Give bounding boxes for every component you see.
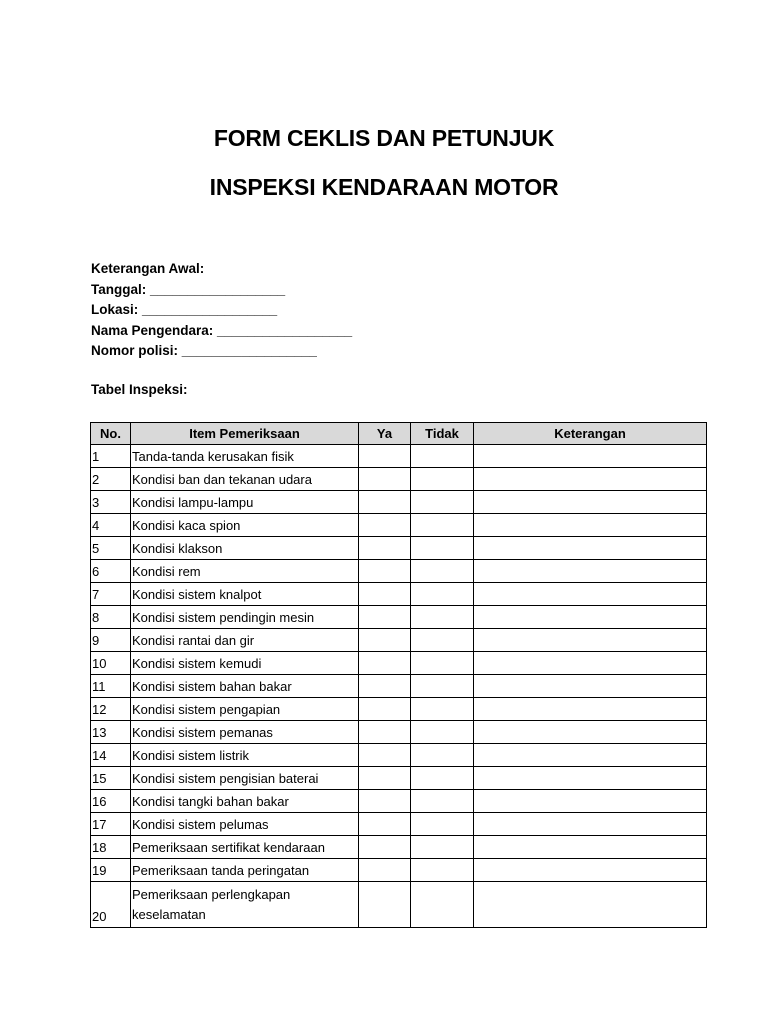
table-row	[91, 744, 707, 767]
row-item: Kondisi kaca spion	[131, 514, 359, 537]
document-title: FORM CEKLIS DAN PETUNJUK	[213, 125, 555, 151]
row-keterangan-cell[interactable]	[474, 813, 707, 836]
row-item: Pemeriksaan tanda peringatan	[131, 859, 359, 882]
column-header-item: Item Pemeriksaan	[131, 423, 359, 445]
row-tidak-checkbox-cell[interactable]	[411, 537, 474, 560]
row-ya-checkbox-cell[interactable]	[359, 514, 411, 537]
row-number: 4	[91, 514, 131, 537]
row-number: 9	[91, 629, 131, 652]
row-keterangan-cell[interactable]	[474, 836, 707, 859]
row-tidak-checkbox-cell[interactable]	[411, 790, 474, 813]
row-keterangan-cell[interactable]	[474, 537, 707, 560]
table-row	[91, 629, 707, 652]
row-number: 3	[91, 491, 131, 514]
row-keterangan-cell[interactable]	[474, 468, 707, 491]
row-item: Kondisi sistem pemanas	[131, 721, 359, 744]
table-row	[91, 514, 707, 537]
row-keterangan-cell[interactable]	[474, 629, 707, 652]
row-keterangan-cell[interactable]	[474, 491, 707, 514]
row-keterangan-cell[interactable]	[474, 698, 707, 721]
table-row	[91, 882, 707, 928]
row-item: Kondisi sistem pengapian	[131, 698, 359, 721]
table-row	[91, 560, 707, 583]
row-ya-checkbox-cell[interactable]	[359, 537, 411, 560]
row-tidak-checkbox-cell[interactable]	[411, 813, 474, 836]
row-keterangan-cell[interactable]	[474, 744, 707, 767]
row-tidak-checkbox-cell[interactable]	[411, 629, 474, 652]
row-number: 2	[91, 468, 131, 491]
rider-name-field[interactable]: Nama Pengendara: __________________	[91, 322, 353, 338]
row-keterangan-cell[interactable]	[474, 583, 707, 606]
row-number: 19	[91, 859, 131, 882]
row-number: 5	[91, 537, 131, 560]
row-ya-checkbox-cell[interactable]	[359, 560, 411, 583]
row-keterangan-cell[interactable]	[474, 606, 707, 629]
table-row	[91, 698, 707, 721]
initial-info-section	[91, 259, 352, 362]
row-number: 14	[91, 744, 131, 767]
row-tidak-checkbox-cell[interactable]	[411, 560, 474, 583]
row-item: Kondisi sistem kemudi	[131, 652, 359, 675]
row-tidak-checkbox-cell[interactable]	[411, 468, 474, 491]
row-ya-checkbox-cell[interactable]	[359, 698, 411, 721]
row-number: 12	[91, 698, 131, 721]
row-keterangan-cell[interactable]	[474, 790, 707, 813]
row-ya-checkbox-cell[interactable]	[359, 721, 411, 744]
row-ya-checkbox-cell[interactable]	[359, 744, 411, 767]
row-item: Tanda-tanda kerusakan fisik	[131, 445, 359, 468]
row-number: 6	[91, 560, 131, 583]
date-field[interactable]: Tanggal: __________________	[91, 281, 286, 297]
row-item: Kondisi sistem pengisian baterai	[131, 767, 359, 790]
row-ya-checkbox-cell[interactable]	[359, 836, 411, 859]
row-ya-checkbox-cell[interactable]	[359, 882, 411, 928]
row-item: Kondisi sistem listrik	[131, 744, 359, 767]
table-row	[91, 836, 707, 859]
initial-info-heading: Keterangan Awal:	[91, 261, 205, 276]
row-item: Kondisi tangki bahan bakar	[131, 790, 359, 813]
table-row	[91, 491, 707, 514]
row-number: 1	[91, 445, 131, 468]
row-number: 15	[91, 767, 131, 790]
row-item: Kondisi sistem pelumas	[131, 813, 359, 836]
row-tidak-checkbox-cell[interactable]	[411, 882, 474, 928]
location-field[interactable]: Lokasi: __________________	[91, 302, 278, 317]
row-keterangan-cell[interactable]	[474, 560, 707, 583]
row-item: Kondisi ban dan tekanan udara	[131, 468, 359, 491]
table-header-row	[91, 423, 707, 445]
table-row	[91, 790, 707, 813]
column-header-tidak: Tidak	[411, 423, 474, 445]
row-tidak-checkbox-cell[interactable]	[411, 491, 474, 514]
row-item: Pemeriksaan sertifikat kendaraan	[131, 836, 359, 859]
row-ya-checkbox-cell[interactable]	[359, 491, 411, 514]
row-tidak-checkbox-cell[interactable]	[411, 606, 474, 629]
row-ya-checkbox-cell[interactable]	[359, 583, 411, 606]
row-keterangan-cell[interactable]	[474, 514, 707, 537]
row-tidak-checkbox-cell[interactable]	[411, 721, 474, 744]
row-keterangan-cell[interactable]	[474, 859, 707, 882]
document-subtitle: INSPEKSI KENDARAAN MOTOR	[209, 174, 559, 200]
table-row	[91, 721, 707, 744]
table-row	[91, 859, 707, 882]
row-item: Kondisi rantai dan gir	[131, 629, 359, 652]
table-row	[91, 445, 707, 468]
row-tidak-checkbox-cell[interactable]	[411, 675, 474, 698]
row-number: 7	[91, 583, 131, 606]
row-number: 18	[91, 836, 131, 859]
inspection-table	[90, 422, 707, 928]
table-row	[91, 468, 707, 491]
row-tidak-checkbox-cell[interactable]	[411, 698, 474, 721]
row-ya-checkbox-cell[interactable]	[359, 813, 411, 836]
row-ya-checkbox-cell[interactable]	[359, 652, 411, 675]
row-keterangan-cell[interactable]	[474, 652, 707, 675]
row-ya-checkbox-cell[interactable]	[359, 859, 411, 882]
row-ya-checkbox-cell[interactable]	[359, 445, 411, 468]
row-tidak-checkbox-cell[interactable]	[411, 583, 474, 606]
row-item: Kondisi rem	[131, 560, 359, 583]
row-ya-checkbox-cell[interactable]	[359, 675, 411, 698]
row-tidak-checkbox-cell[interactable]	[411, 767, 474, 790]
row-number: 20	[91, 882, 131, 928]
row-item: Kondisi sistem pendingin mesin	[131, 606, 359, 629]
row-number: 16	[91, 790, 131, 813]
row-item: Kondisi sistem knalpot	[131, 583, 359, 606]
row-ya-checkbox-cell[interactable]	[359, 790, 411, 813]
column-header-keterangan: Keterangan	[474, 423, 707, 445]
table-row	[91, 652, 707, 675]
row-number: 17	[91, 813, 131, 836]
column-header-ya: Ya	[359, 423, 411, 445]
row-keterangan-cell[interactable]	[474, 721, 707, 744]
row-item: Kondisi sistem bahan bakar	[131, 675, 359, 698]
row-keterangan-cell[interactable]	[474, 882, 707, 928]
table-row	[91, 606, 707, 629]
row-number: 11	[91, 675, 131, 698]
table-row	[91, 583, 707, 606]
table-body	[91, 445, 707, 928]
row-number: 8	[91, 606, 131, 629]
row-tidak-checkbox-cell[interactable]	[411, 744, 474, 767]
row-item: Pemeriksaan perlengkapan keselamatan	[131, 882, 359, 928]
row-tidak-checkbox-cell[interactable]	[411, 514, 474, 537]
column-header-no: No.	[91, 423, 131, 445]
row-item: Kondisi klakson	[131, 537, 359, 560]
plate-number-field[interactable]: Nomor polisi: __________________	[91, 343, 317, 358]
table-row	[91, 813, 707, 836]
row-tidak-checkbox-cell[interactable]	[411, 836, 474, 859]
row-tidak-checkbox-cell[interactable]	[411, 445, 474, 468]
table-label: Tabel Inspeksi:	[91, 382, 188, 397]
row-ya-checkbox-cell[interactable]	[359, 468, 411, 491]
row-tidak-checkbox-cell[interactable]	[411, 859, 474, 882]
row-ya-checkbox-cell[interactable]	[359, 606, 411, 629]
row-number: 13	[91, 721, 131, 744]
row-keterangan-cell[interactable]	[474, 675, 707, 698]
row-keterangan-cell[interactable]	[474, 445, 707, 468]
row-keterangan-cell[interactable]	[474, 767, 707, 790]
table-row	[91, 675, 707, 698]
row-ya-checkbox-cell[interactable]	[359, 629, 411, 652]
row-item: Kondisi lampu-lampu	[131, 491, 359, 514]
row-number: 10	[91, 652, 131, 675]
row-ya-checkbox-cell[interactable]	[359, 767, 411, 790]
table-row	[91, 767, 707, 790]
table-row	[91, 537, 707, 560]
row-tidak-checkbox-cell[interactable]	[411, 652, 474, 675]
